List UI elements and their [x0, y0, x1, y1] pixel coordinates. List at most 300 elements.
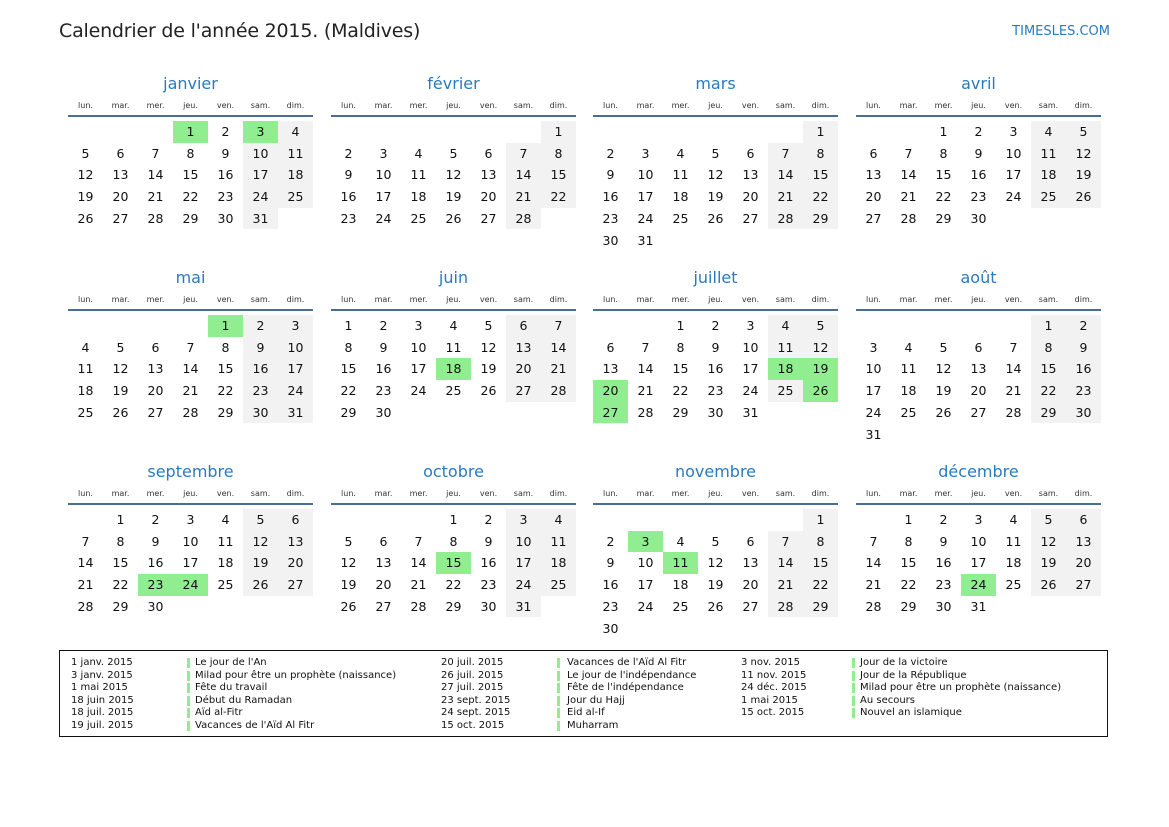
day-cell[interactable]: 13: [480, 167, 497, 183]
day-cell[interactable]: 7: [186, 339, 195, 355]
day-cell[interactable]: 3: [1009, 124, 1018, 139]
day-cell[interactable]: 8: [803, 143, 838, 165]
day-cell[interactable]: 29: [672, 404, 689, 420]
day-cell[interactable]: 1: [904, 512, 913, 527]
day-cell[interactable]: 17: [410, 361, 427, 377]
day-cell[interactable]: 27: [506, 380, 541, 402]
day-cell[interactable]: 1: [541, 121, 576, 143]
day-cell[interactable]: 8: [116, 533, 125, 549]
day-cell[interactable]: 18: [541, 552, 576, 574]
day-cell[interactable]: 16: [602, 189, 619, 205]
day-cell[interactable]: 21: [900, 189, 917, 205]
day-cell[interactable]: 15: [900, 555, 917, 571]
day-cell[interactable]: 27: [970, 404, 987, 420]
day-cell[interactable]: 29: [803, 208, 838, 230]
day-cell[interactable]: 31: [865, 426, 882, 442]
day-cell[interactable]: 7: [641, 339, 650, 355]
day-cell[interactable]: 14: [147, 167, 164, 183]
day-cell[interactable]: 12: [243, 531, 278, 553]
day-cell[interactable]: 18: [77, 383, 94, 399]
day-cell[interactable]: 19: [243, 552, 278, 574]
day-cell[interactable]: 23: [340, 210, 357, 226]
day-cell[interactable]: 11: [445, 339, 462, 355]
day-cell[interactable]: 13: [147, 361, 164, 377]
day-cell[interactable]: 23: [707, 383, 724, 399]
day-cell[interactable]: 12: [935, 361, 952, 377]
day-cell[interactable]: 14: [410, 555, 427, 571]
day-cell[interactable]: 11: [900, 361, 917, 377]
day-cell[interactable]: 13: [1066, 531, 1101, 553]
day-cell[interactable]: 28: [410, 598, 427, 614]
day-cell[interactable]: 14: [506, 164, 541, 186]
day-cell[interactable]: 17: [637, 189, 654, 205]
day-cell[interactable]: 2: [1066, 315, 1101, 337]
day-cell[interactable]: 26: [243, 574, 278, 596]
day-cell[interactable]: 26: [340, 598, 357, 614]
day-cell[interactable]: 1: [344, 318, 353, 333]
day-cell[interactable]: 13: [742, 555, 759, 571]
day-cell[interactable]: 13: [742, 167, 759, 183]
day-cell[interactable]: 28: [1005, 404, 1022, 420]
day-cell[interactable]: 12: [1031, 531, 1066, 553]
day-cell[interactable]: 6: [151, 339, 160, 355]
day-cell[interactable]: 19: [112, 383, 129, 399]
day-cell[interactable]: 8: [449, 533, 458, 549]
day-cell[interactable]: 26: [707, 598, 724, 614]
day-cell[interactable]: 24: [278, 380, 313, 402]
day-cell[interactable]: 12: [1066, 143, 1101, 165]
day-cell[interactable]: 17: [865, 383, 882, 399]
day-cell[interactable]: 29: [935, 210, 952, 226]
day-cell[interactable]: 19: [707, 189, 724, 205]
day-cell[interactable]: 4: [541, 509, 576, 531]
day-cell[interactable]: 30: [480, 598, 497, 614]
day-cell[interactable]: 18: [217, 555, 234, 571]
day-cell[interactable]: 11: [1005, 533, 1022, 549]
day-cell[interactable]: 28: [637, 404, 654, 420]
day-cell[interactable]: 25: [900, 404, 917, 420]
day-cell[interactable]: 10: [410, 339, 427, 355]
day-cell[interactable]: 25: [672, 210, 689, 226]
day-cell[interactable]: 17: [506, 552, 541, 574]
day-cell[interactable]: 15: [541, 164, 576, 186]
day-cell[interactable]: 27: [742, 210, 759, 226]
day-cell[interactable]: 30: [707, 404, 724, 420]
day-cell[interactable]: 14: [77, 555, 94, 571]
day-cell[interactable]: 17: [243, 164, 278, 186]
day-cell[interactable]: 5: [711, 145, 720, 161]
day-cell[interactable]: 7: [506, 143, 541, 165]
day-cell[interactable]: 13: [375, 555, 392, 571]
day-cell[interactable]: 30: [147, 598, 164, 614]
day-cell[interactable]: 31: [970, 598, 987, 614]
day-cell[interactable]: 30: [935, 598, 952, 614]
day-cell[interactable]: 29: [112, 598, 129, 614]
day-cell[interactable]: 23: [602, 210, 619, 226]
day-cell[interactable]: 11: [77, 361, 94, 377]
day-cell[interactable]: 30: [217, 210, 234, 226]
day-cell[interactable]: 12: [480, 339, 497, 355]
day-cell[interactable]: 15: [672, 361, 689, 377]
day-cell[interactable]: 5: [1066, 121, 1101, 143]
day-cell[interactable]: 6: [278, 509, 313, 531]
day-cell[interactable]: 27: [593, 402, 628, 424]
day-cell[interactable]: 3: [414, 318, 423, 333]
day-cell[interactable]: 14: [182, 361, 199, 377]
day-cell[interactable]: 18: [410, 189, 427, 205]
day-cell[interactable]: 17: [742, 361, 759, 377]
day-cell[interactable]: 28: [865, 598, 882, 614]
day-cell[interactable]: 17: [970, 555, 987, 571]
day-cell[interactable]: 23: [217, 189, 234, 205]
day-cell[interactable]: 21: [1005, 383, 1022, 399]
day-cell[interactable]: 16: [243, 358, 278, 380]
day-cell[interactable]: 21: [147, 189, 164, 205]
day-cell[interactable]: 2: [711, 318, 720, 333]
day-cell[interactable]: 20: [112, 189, 129, 205]
day-cell[interactable]: 19: [340, 577, 357, 593]
day-cell[interactable]: 5: [449, 145, 458, 161]
day-cell[interactable]: 19: [707, 577, 724, 593]
day-cell[interactable]: 23: [935, 577, 952, 593]
day-cell[interactable]: 17: [375, 189, 392, 205]
day-cell[interactable]: 1: [449, 512, 458, 527]
day-cell[interactable]: 8: [676, 339, 685, 355]
day-cell[interactable]: 31: [637, 232, 654, 248]
day-cell[interactable]: 3: [746, 318, 755, 333]
day-cell[interactable]: 12: [340, 555, 357, 571]
day-cell[interactable]: 9: [974, 145, 983, 161]
day-cell[interactable]: 26: [803, 380, 838, 402]
day-cell[interactable]: 4: [414, 145, 423, 161]
day-cell[interactable]: 1: [803, 121, 838, 143]
day-cell[interactable]: 13: [865, 167, 882, 183]
day-cell[interactable]: 22: [803, 574, 838, 596]
day-cell[interactable]: 22: [182, 189, 199, 205]
day-cell[interactable]: 3: [974, 512, 983, 527]
day-cell[interactable]: 27: [112, 210, 129, 226]
day-cell[interactable]: 5: [803, 315, 838, 337]
day-cell[interactable]: 10: [637, 167, 654, 183]
day-cell[interactable]: 10: [375, 167, 392, 183]
day-cell[interactable]: 18: [436, 358, 471, 380]
day-cell[interactable]: 15: [340, 361, 357, 377]
day-cell[interactable]: 22: [217, 383, 234, 399]
day-cell[interactable]: 1: [173, 121, 208, 143]
day-cell[interactable]: 23: [602, 598, 619, 614]
day-cell[interactable]: 21: [541, 358, 576, 380]
day-cell[interactable]: 21: [182, 383, 199, 399]
day-cell[interactable]: 22: [1031, 380, 1066, 402]
day-cell[interactable]: 5: [81, 145, 90, 161]
day-cell[interactable]: 5: [243, 509, 278, 531]
day-cell[interactable]: 9: [939, 533, 948, 549]
day-cell[interactable]: 3: [506, 509, 541, 531]
day-cell[interactable]: 4: [278, 121, 313, 143]
day-cell[interactable]: 24: [506, 574, 541, 596]
day-cell[interactable]: 10: [742, 339, 759, 355]
day-cell[interactable]: 16: [340, 189, 357, 205]
day-cell[interactable]: 13: [970, 361, 987, 377]
day-cell[interactable]: 31: [278, 402, 313, 424]
day-cell[interactable]: 11: [278, 143, 313, 165]
day-cell[interactable]: 27: [1066, 574, 1101, 596]
day-cell[interactable]: 13: [278, 531, 313, 553]
day-cell[interactable]: 24: [637, 210, 654, 226]
day-cell[interactable]: 30: [243, 402, 278, 424]
day-cell[interactable]: 26: [707, 210, 724, 226]
day-cell[interactable]: 29: [340, 404, 357, 420]
day-cell[interactable]: 6: [1066, 509, 1101, 531]
day-cell[interactable]: 3: [869, 339, 878, 355]
day-cell[interactable]: 10: [1005, 145, 1022, 161]
day-cell[interactable]: 9: [606, 555, 615, 571]
day-cell[interactable]: 22: [541, 186, 576, 208]
day-cell[interactable]: 8: [186, 145, 195, 161]
day-cell[interactable]: 15: [112, 555, 129, 571]
day-cell[interactable]: 7: [81, 533, 90, 549]
day-cell[interactable]: 21: [77, 577, 94, 593]
day-cell[interactable]: 19: [803, 358, 838, 380]
day-cell[interactable]: 27: [278, 574, 313, 596]
day-cell[interactable]: 30: [375, 404, 392, 420]
day-cell[interactable]: 16: [147, 555, 164, 571]
day-cell[interactable]: 24: [173, 574, 208, 596]
day-cell[interactable]: 22: [803, 186, 838, 208]
day-cell[interactable]: 9: [151, 533, 160, 549]
day-cell[interactable]: 9: [221, 145, 230, 161]
day-cell[interactable]: 28: [768, 596, 803, 618]
day-cell[interactable]: 14: [1005, 361, 1022, 377]
day-cell[interactable]: 18: [1005, 555, 1022, 571]
day-cell[interactable]: 20: [147, 383, 164, 399]
day-cell[interactable]: 22: [672, 383, 689, 399]
day-cell[interactable]: 26: [935, 404, 952, 420]
day-cell[interactable]: 10: [637, 555, 654, 571]
day-cell[interactable]: 6: [746, 145, 755, 161]
day-cell[interactable]: 28: [541, 380, 576, 402]
day-cell[interactable]: 9: [379, 339, 388, 355]
day-cell[interactable]: 9: [484, 533, 493, 549]
day-cell[interactable]: 8: [221, 339, 230, 355]
day-cell[interactable]: 23: [970, 189, 987, 205]
day-cell[interactable]: 24: [637, 598, 654, 614]
day-cell[interactable]: 2: [606, 145, 615, 161]
day-cell[interactable]: 12: [112, 361, 129, 377]
day-cell[interactable]: 16: [602, 577, 619, 593]
day-cell[interactable]: 26: [77, 210, 94, 226]
day-cell[interactable]: 25: [672, 598, 689, 614]
day-cell[interactable]: 16: [970, 167, 987, 183]
day-cell[interactable]: 24: [742, 383, 759, 399]
day-cell[interactable]: 15: [436, 552, 471, 574]
day-cell[interactable]: 2: [974, 124, 983, 139]
day-cell[interactable]: 18: [900, 383, 917, 399]
day-cell[interactable]: 12: [445, 167, 462, 183]
day-cell[interactable]: 7: [904, 145, 913, 161]
day-cell[interactable]: 10: [182, 533, 199, 549]
day-cell[interactable]: 14: [637, 361, 654, 377]
day-cell[interactable]: 10: [506, 531, 541, 553]
day-cell[interactable]: 5: [116, 339, 125, 355]
day-cell[interactable]: 12: [707, 555, 724, 571]
day-cell[interactable]: 2: [344, 145, 353, 161]
day-cell[interactable]: 29: [217, 404, 234, 420]
day-cell[interactable]: 25: [278, 186, 313, 208]
day-cell[interactable]: 29: [182, 210, 199, 226]
day-cell[interactable]: 20: [375, 577, 392, 593]
day-cell[interactable]: 11: [217, 533, 234, 549]
day-cell[interactable]: 4: [81, 339, 90, 355]
day-cell[interactable]: 12: [77, 167, 94, 183]
day-cell[interactable]: 1: [208, 315, 243, 337]
day-cell[interactable]: 30: [1066, 402, 1101, 424]
day-cell[interactable]: 29: [900, 598, 917, 614]
day-cell[interactable]: 17: [278, 358, 313, 380]
day-cell[interactable]: 22: [935, 189, 952, 205]
day-cell[interactable]: 18: [768, 358, 803, 380]
day-cell[interactable]: 3: [641, 145, 650, 161]
day-cell[interactable]: 13: [112, 167, 129, 183]
day-cell[interactable]: 6: [506, 315, 541, 337]
site-link[interactable]: TIMESLES.COM: [1012, 24, 1110, 39]
day-cell[interactable]: 6: [484, 145, 493, 161]
day-cell[interactable]: 17: [182, 555, 199, 571]
day-cell[interactable]: 4: [676, 533, 685, 549]
day-cell[interactable]: 6: [974, 339, 983, 355]
day-cell[interactable]: 11: [768, 337, 803, 359]
day-cell[interactable]: 22: [445, 577, 462, 593]
day-cell[interactable]: 10: [243, 143, 278, 165]
day-cell[interactable]: 21: [637, 383, 654, 399]
day-cell[interactable]: 6: [606, 339, 615, 355]
day-cell[interactable]: 24: [243, 186, 278, 208]
day-cell[interactable]: 16: [480, 555, 497, 571]
day-cell[interactable]: 19: [480, 361, 497, 377]
day-cell[interactable]: 24: [375, 210, 392, 226]
day-cell[interactable]: 14: [900, 167, 917, 183]
day-cell[interactable]: 4: [221, 512, 230, 527]
day-cell[interactable]: 28: [77, 598, 94, 614]
day-cell[interactable]: 15: [182, 167, 199, 183]
day-cell[interactable]: 25: [217, 577, 234, 593]
day-cell[interactable]: 22: [900, 577, 917, 593]
day-cell[interactable]: 27: [865, 210, 882, 226]
day-cell[interactable]: 16: [935, 555, 952, 571]
day-cell[interactable]: 25: [541, 574, 576, 596]
day-cell[interactable]: 14: [768, 164, 803, 186]
day-cell[interactable]: 25: [410, 210, 427, 226]
day-cell[interactable]: 7: [151, 145, 160, 161]
day-cell[interactable]: 26: [1031, 574, 1066, 596]
day-cell[interactable]: 2: [221, 124, 230, 139]
day-cell[interactable]: 3: [243, 121, 278, 143]
day-cell[interactable]: 19: [1031, 552, 1066, 574]
day-cell[interactable]: 29: [1031, 402, 1066, 424]
day-cell[interactable]: 1: [803, 509, 838, 531]
day-cell[interactable]: 12: [803, 337, 838, 359]
day-cell[interactable]: 11: [1031, 143, 1066, 165]
day-cell[interactable]: 1: [676, 318, 685, 333]
day-cell[interactable]: 5: [939, 339, 948, 355]
day-cell[interactable]: 6: [116, 145, 125, 161]
day-cell[interactable]: 25: [1031, 186, 1066, 208]
day-cell[interactable]: 8: [1031, 337, 1066, 359]
day-cell[interactable]: 18: [672, 577, 689, 593]
day-cell[interactable]: 1: [1031, 315, 1066, 337]
day-cell[interactable]: 27: [742, 598, 759, 614]
day-cell[interactable]: 30: [602, 232, 619, 248]
day-cell[interactable]: 3: [186, 512, 195, 527]
day-cell[interactable]: 23: [375, 383, 392, 399]
day-cell[interactable]: 19: [445, 189, 462, 205]
day-cell[interactable]: 4: [449, 318, 458, 333]
day-cell[interactable]: 7: [869, 533, 878, 549]
day-cell[interactable]: 23: [243, 380, 278, 402]
day-cell[interactable]: 11: [663, 552, 698, 574]
day-cell[interactable]: 1: [939, 124, 948, 139]
day-cell[interactable]: 15: [803, 552, 838, 574]
day-cell[interactable]: 5: [484, 318, 493, 333]
day-cell[interactable]: 7: [1009, 339, 1018, 355]
day-cell[interactable]: 9: [711, 339, 720, 355]
day-cell[interactable]: 28: [182, 404, 199, 420]
day-cell[interactable]: 22: [340, 383, 357, 399]
day-cell[interactable]: 17: [637, 577, 654, 593]
day-cell[interactable]: 21: [506, 186, 541, 208]
day-cell[interactable]: 21: [865, 577, 882, 593]
day-cell[interactable]: 9: [606, 167, 615, 183]
day-cell[interactable]: 31: [506, 596, 541, 618]
day-cell[interactable]: 21: [410, 577, 427, 593]
day-cell[interactable]: 16: [217, 167, 234, 183]
day-cell[interactable]: 29: [803, 596, 838, 618]
day-cell[interactable]: 3: [379, 145, 388, 161]
day-cell[interactable]: 17: [1005, 167, 1022, 183]
day-cell[interactable]: 5: [344, 533, 353, 549]
day-cell[interactable]: 18: [1031, 164, 1066, 186]
day-cell[interactable]: 2: [379, 318, 388, 333]
day-cell[interactable]: 8: [344, 339, 353, 355]
day-cell[interactable]: 2: [243, 315, 278, 337]
day-cell[interactable]: 7: [768, 531, 803, 553]
day-cell[interactable]: 6: [869, 145, 878, 161]
day-cell[interactable]: 4: [1031, 121, 1066, 143]
day-cell[interactable]: 20: [742, 189, 759, 205]
day-cell[interactable]: 7: [541, 315, 576, 337]
day-cell[interactable]: 4: [676, 145, 685, 161]
day-cell[interactable]: 7: [768, 143, 803, 165]
day-cell[interactable]: 27: [147, 404, 164, 420]
day-cell[interactable]: 28: [900, 210, 917, 226]
day-cell[interactable]: 25: [445, 383, 462, 399]
day-cell[interactable]: 21: [768, 574, 803, 596]
day-cell[interactable]: 30: [970, 210, 987, 226]
day-cell[interactable]: 1: [116, 512, 125, 527]
day-cell[interactable]: 10: [278, 337, 313, 359]
day-cell[interactable]: 26: [112, 404, 129, 420]
day-cell[interactable]: 14: [541, 337, 576, 359]
day-cell[interactable]: 10: [865, 361, 882, 377]
day-cell[interactable]: 8: [904, 533, 913, 549]
day-cell[interactable]: 15: [803, 164, 838, 186]
day-cell[interactable]: 23: [480, 577, 497, 593]
day-cell[interactable]: 16: [375, 361, 392, 377]
day-cell[interactable]: 27: [480, 210, 497, 226]
day-cell[interactable]: 24: [865, 404, 882, 420]
day-cell[interactable]: 12: [707, 167, 724, 183]
day-cell[interactable]: 8: [803, 531, 838, 553]
